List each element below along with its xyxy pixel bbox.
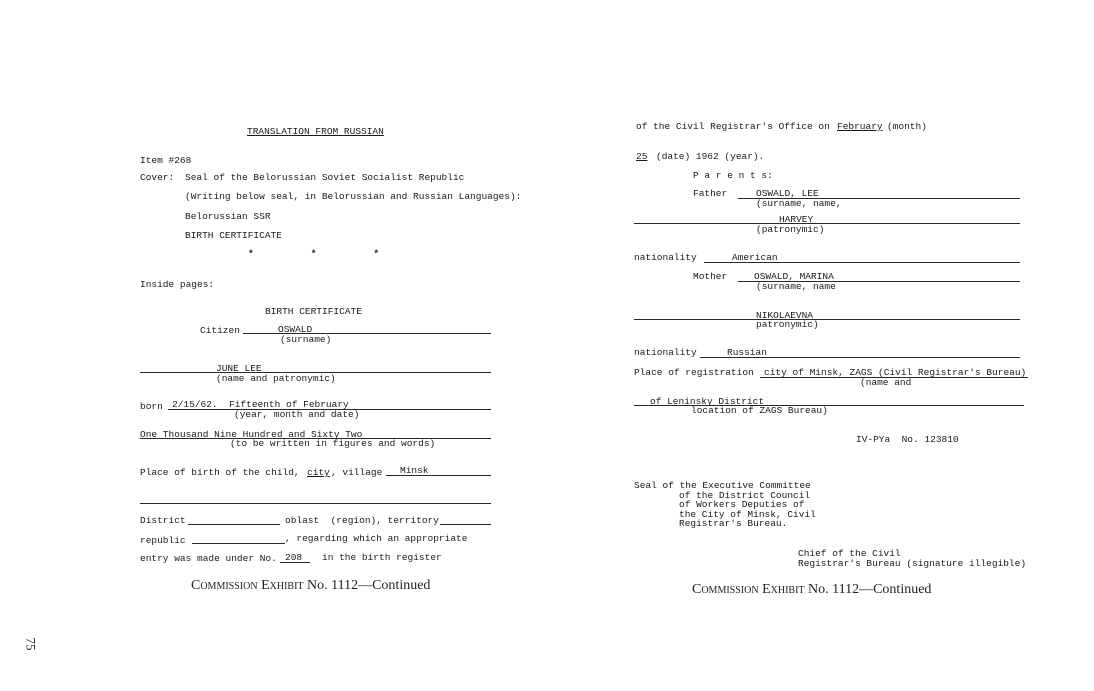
registration-location-caption: location of ZAGS Bureau) xyxy=(691,405,828,416)
place-city: city xyxy=(307,467,330,478)
mother-nationality-line xyxy=(700,357,1020,358)
mother-nationality-label: nationality xyxy=(634,347,697,358)
oblast-label: oblast (region), territory xyxy=(285,515,439,526)
republic-label: republic xyxy=(140,535,186,546)
mother-caption: (surname, name xyxy=(756,281,836,292)
page-number: 75 xyxy=(23,637,39,651)
office-month: February xyxy=(837,121,883,132)
mother-nationality-value: Russian xyxy=(727,347,767,358)
seal-line-1: Seal of the Executive Committee xyxy=(634,480,811,491)
registration-caption: (name and xyxy=(860,377,912,388)
seal-line-2: of the District Council xyxy=(679,490,811,501)
born-caption: (year, month and date) xyxy=(234,409,360,420)
father-patronymic: HARVEY xyxy=(779,214,814,225)
date-day: 25 xyxy=(636,151,648,162)
cover-writing-note: (Writing below seal, in Belorussian and Russian Languages): xyxy=(185,191,522,202)
cover-label: Cover: xyxy=(140,172,175,183)
father-label: Father xyxy=(693,188,728,199)
place-village: , village xyxy=(331,467,383,478)
cover-cert-title: BIRTH CERTIFICATE xyxy=(185,230,282,241)
father-patronymic-line xyxy=(634,223,1020,224)
citizen-label: Citizen xyxy=(200,325,240,336)
registration-district: of Leninsky District xyxy=(650,396,765,407)
translation-heading: TRANSLATION FROM RUSSIAN xyxy=(247,126,384,137)
chief-line-2: Registrar's Bureau (signature illegible) xyxy=(798,558,1027,569)
born-label: born xyxy=(140,401,163,412)
parents-heading: P a r e n t s: xyxy=(693,170,773,181)
registration-value: city of Minsk, ZAGS (Civil Registrar's Bureau) xyxy=(764,367,1027,378)
territory-line xyxy=(440,524,491,525)
inside-pages-label: Inside pages: xyxy=(140,279,215,290)
father-value: OSWALD, LEE xyxy=(756,188,819,199)
inside-cert-title: BIRTH CERTIFICATE xyxy=(265,306,362,317)
surname-caption: (surname) xyxy=(280,334,332,345)
blank-line xyxy=(140,503,491,504)
chief-line-1: Chief of the Civil xyxy=(798,548,901,559)
place-of-birth-label: Place of birth of the child, xyxy=(140,467,300,478)
entry-suffix: in the birth register xyxy=(322,552,442,563)
left-caption-rest: No. 1112—Continued xyxy=(303,578,431,593)
patronymic-caption-2: patronymic) xyxy=(756,319,819,330)
certificate-serial: IV-PYa No. 123810 xyxy=(856,434,959,445)
father-nationality-line xyxy=(704,262,1020,263)
district-line xyxy=(188,524,280,525)
entry-number: 208 xyxy=(285,552,303,563)
right-caption-rest: No. 1112—Continued xyxy=(804,582,932,597)
name-value: JUNE LEE xyxy=(216,363,262,374)
date-rest: (date) 1962 (year). xyxy=(656,151,765,162)
item-number: Item #268 xyxy=(140,155,192,166)
patronymic-caption: (patronymic) xyxy=(756,224,825,235)
entry-text: entry was made under No. xyxy=(140,553,277,564)
year-in-words: One Thousand Nine Hundred and Sixty Two xyxy=(140,429,363,440)
cover-text: Seal of the Belorussian Soviet Socialist Republic xyxy=(185,172,465,183)
mother-patronymic: NIKOLAEVNA xyxy=(756,310,814,321)
regarding-text: , regarding which an appropriate xyxy=(285,533,468,544)
right-caption-prefix: Commission Exhibit xyxy=(692,582,805,597)
office-text: of the Civil Registrar's Office on xyxy=(636,121,830,132)
district-label: District xyxy=(140,515,186,526)
year-caption: (to be written in figures and words) xyxy=(230,438,436,449)
mother-label: Mother xyxy=(693,271,728,282)
place-line xyxy=(386,475,491,476)
seal-line-4: the City of Minsk, Civil xyxy=(679,509,816,520)
seal-line-3: of Workers Deputies of xyxy=(679,499,805,510)
father-nationality-value: American xyxy=(732,252,778,263)
office-month-suffix: (month) xyxy=(887,121,927,132)
left-exhibit-caption xyxy=(191,578,430,594)
republic-line xyxy=(192,543,285,544)
belorussian-ssr: Belorussian SSR xyxy=(185,211,271,222)
right-exhibit-caption xyxy=(692,582,931,598)
seal-line-5: Registrar's Bureau. xyxy=(679,518,788,529)
surname-value: OSWALD xyxy=(278,324,313,335)
father-nationality-label: nationality xyxy=(634,252,697,263)
born-value: 2/15/62. Fifteenth of February xyxy=(172,399,349,410)
name-caption: (name and patronymic) xyxy=(216,373,336,384)
place-value: Minsk xyxy=(400,465,429,476)
entry-line xyxy=(280,562,310,563)
left-caption-prefix: Commission Exhibit xyxy=(191,578,304,593)
mother-patronymic-line xyxy=(634,319,1020,320)
father-caption: (surname, name, xyxy=(756,198,842,209)
separator-stars: * * * xyxy=(248,248,380,259)
registration-label: Place of registration xyxy=(634,367,754,378)
mother-value: OSWALD, MARINA xyxy=(754,271,834,282)
